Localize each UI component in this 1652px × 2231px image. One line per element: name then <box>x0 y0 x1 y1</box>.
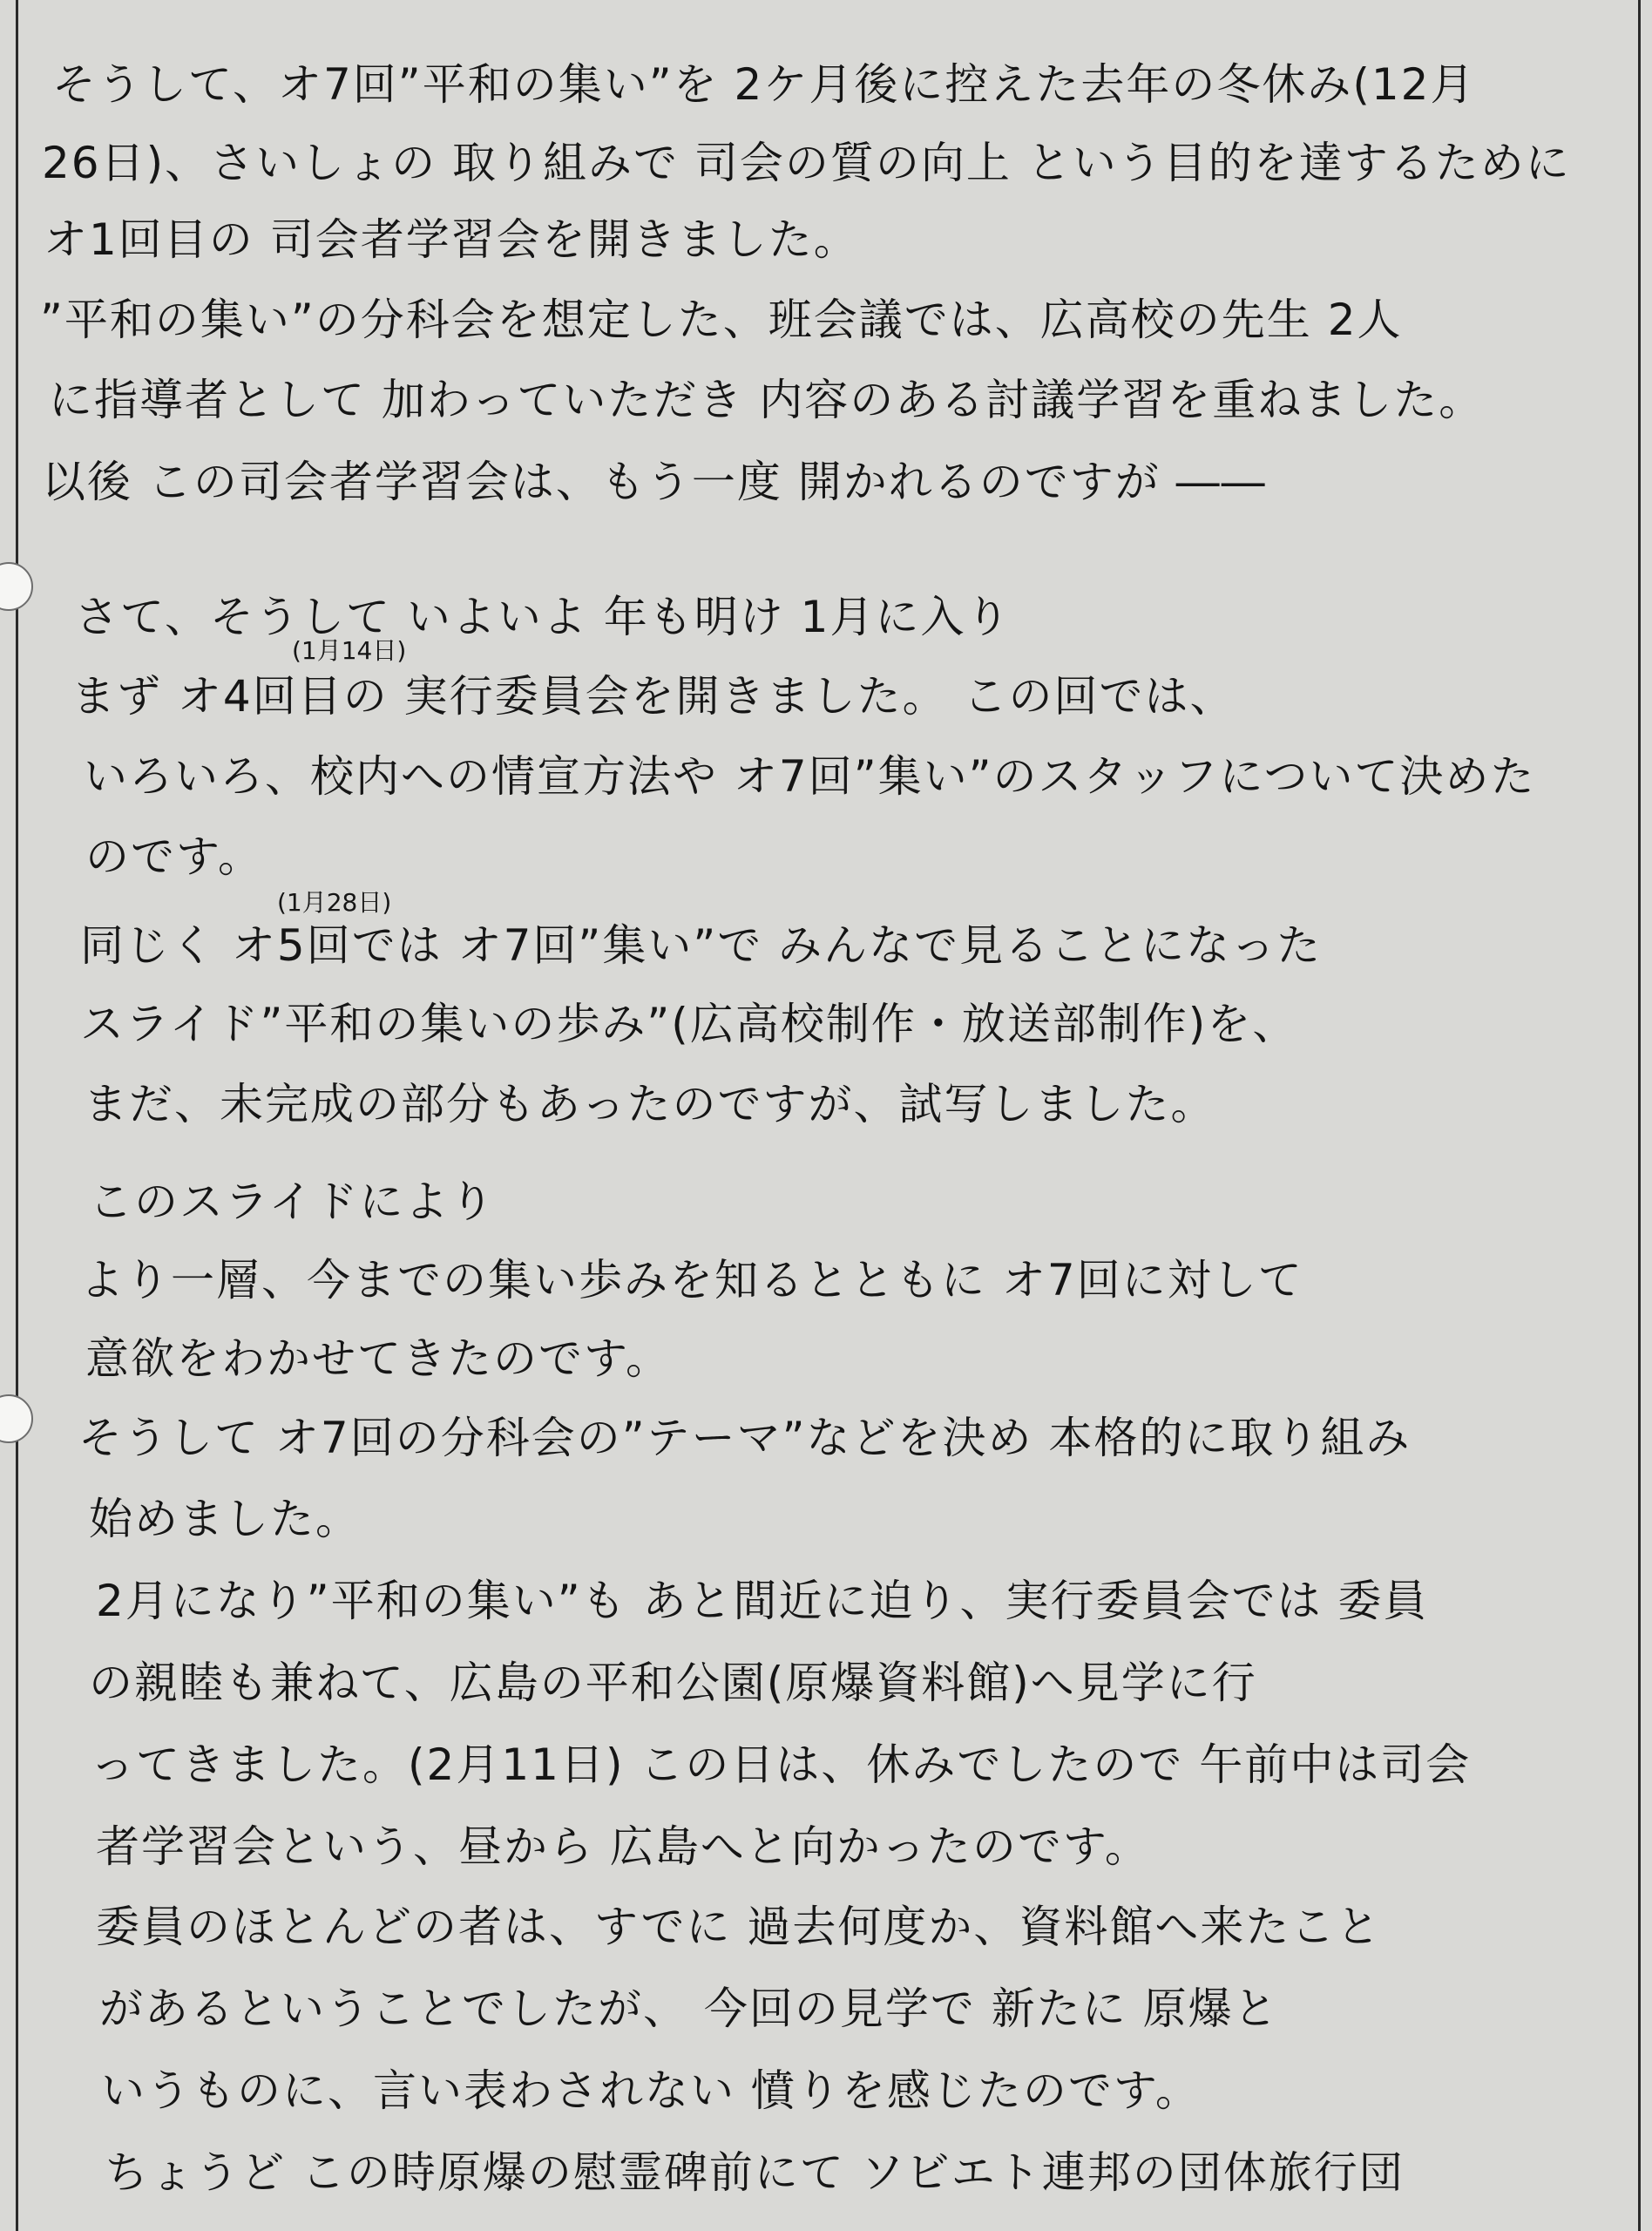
text-line-8: まず オ4回目の 実行委員会を開きました。 この回では、 <box>71 671 1236 722</box>
text-line-5: に指導者として 加わっていただき 内容のある討議学習を重ねました。 <box>49 375 1485 425</box>
text-line-20: の親睦も兼ねて、広島の平和公園(原爆資料館)へ見学に行 <box>89 1658 1257 1708</box>
text-line-16: 意欲をわかせてきたのです。 <box>85 1333 671 1384</box>
text-line-26: ちょうど この時原爆の慰霊碑前にて ソビエト連邦の団体旅行団 <box>105 2147 1405 2198</box>
text-line-13: まだ、未完成の部分もあったのですが、試写しました。 <box>84 1079 1216 1129</box>
text-line-10: のです。 <box>85 831 263 882</box>
text-line-18: 始めました。 <box>89 1494 361 1544</box>
date-note-meeting-4: (1月14日) <box>292 636 407 665</box>
text-line-3: オ1回目の 司会者学習会を開きました。 <box>44 214 859 265</box>
text-line-22: 者学習会という、昼から 広島へと向かったのです。 <box>96 1821 1150 1872</box>
text-line-25: いうものに、言い表わされない 憤りを感じたのです。 <box>101 2065 1201 2116</box>
text-line-9: いろいろ、校内への情宣方法や オ7回”集い”のスタッフについて決めた <box>84 751 1536 802</box>
text-line-14: このスライドにより <box>89 1177 496 1227</box>
text-line-15: より一層、今までの集い歩みを知るとともに オ7回に対して <box>80 1255 1303 1305</box>
text-line-1: そうして、オ7回”平和の集い”を 2ケ月後に控えた去年の冬休み(12月 <box>52 59 1476 110</box>
text-line-12: スライド”平和の集いの歩み”(広高校制作・放送部制作)を、 <box>80 999 1298 1049</box>
text-line-23: 委員のほとんどの者は、すでに 過去何度か、資料館へ来たこと <box>96 1902 1382 1952</box>
text-line-7: さて、そうして いよいよ 年も明け 1月に入り <box>75 592 1012 642</box>
text-line-2: 26日)、さいしょの 取り組みで 司会の質の向上 という目的を達するために <box>42 138 1571 188</box>
text-line-6: 以後 この司会者学習会は、もう一度 開かれるのですが ―― <box>42 457 1267 507</box>
text-line-4: ”平和の集い”の分科会を想定した、班会議では、広高校の先生 2人 <box>40 295 1403 345</box>
text-line-24: があるということでしたが、 今回の見学で 新たに 原爆と <box>99 1983 1279 2034</box>
text-line-21: ってきました。(2月11日) この日は、休みでしたので 午前中は司会 <box>91 1739 1472 1790</box>
text-line-19: 2月になり”平和の集い”も あと間近に迫り、実行委員会では 委員 <box>96 1576 1429 1626</box>
text-line-17: そうして オ7回の分科会の”テーマ”などを決め 本格的に取り組み <box>78 1413 1412 1463</box>
date-note-meeting-5: (1月28日) <box>277 888 392 917</box>
text-line-11: 同じく オ5回では オ7回”集い”で みんなで見ることになった <box>80 920 1323 971</box>
